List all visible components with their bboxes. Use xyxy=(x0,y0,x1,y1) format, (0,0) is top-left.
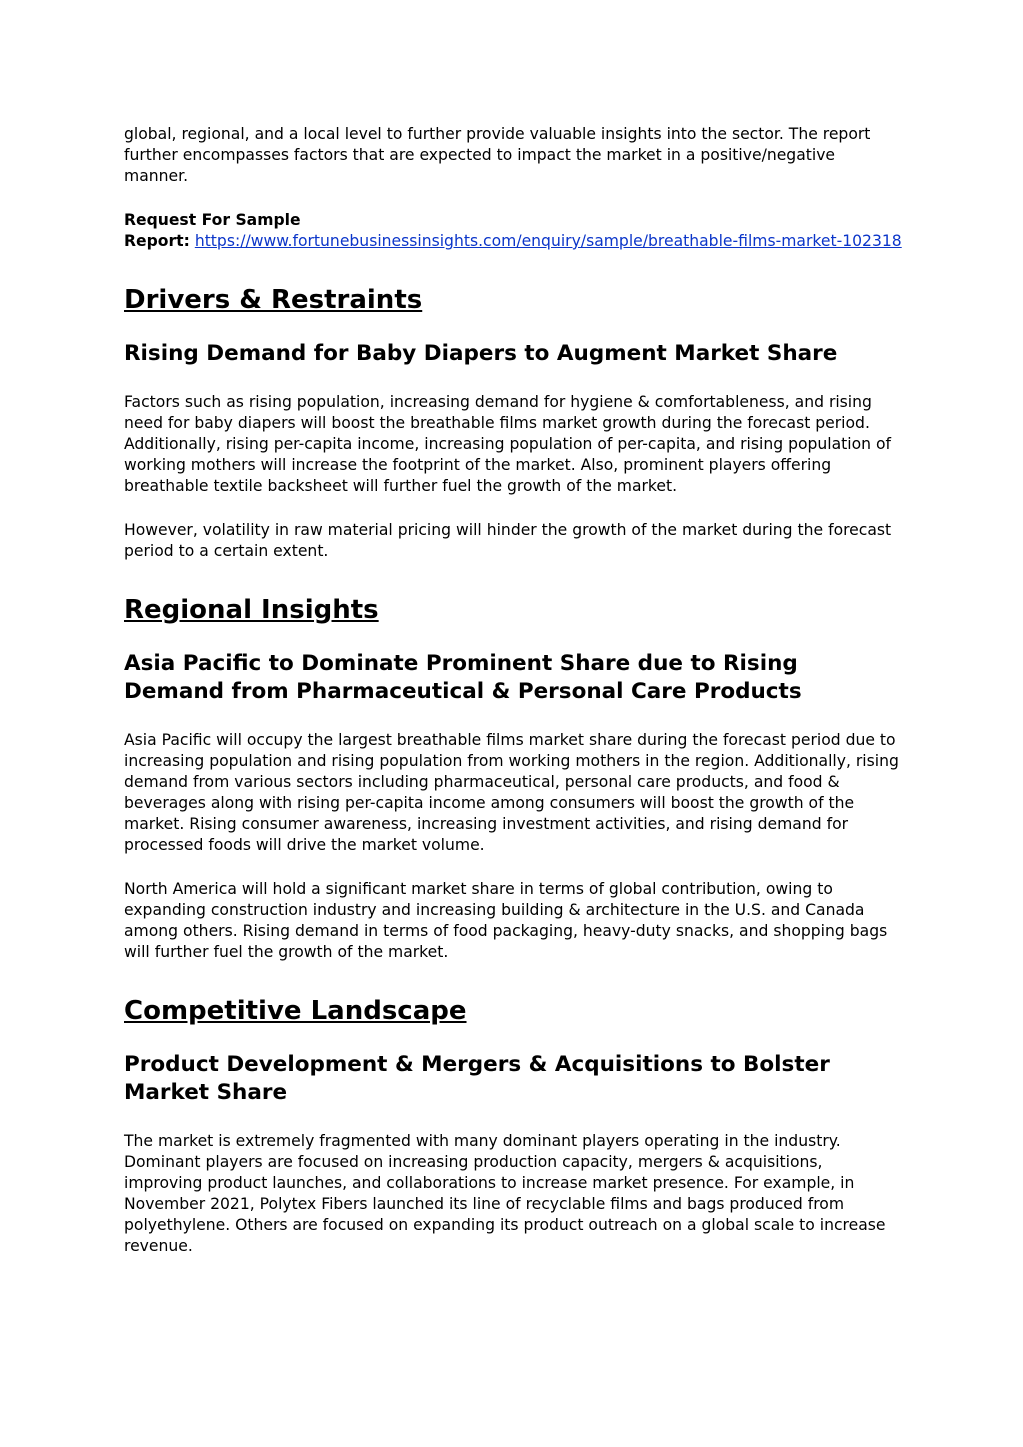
regional-heading: Regional Insights xyxy=(124,595,379,625)
drivers-paragraph-2: However, volatility in raw material pricing will hinder the growth of the market during the forecast period to a certain extent. xyxy=(124,521,892,560)
request-label-line2: Report: xyxy=(124,232,190,250)
sample-request xyxy=(124,210,904,252)
regional-subheading: Asia Pacific to Dominate Prominent Share due to Rising Demand from Pharmaceutical & Personal Care Products xyxy=(124,651,802,704)
regional-paragraph-1: Asia Pacific will occupy the largest breathable films market share during the forecast period due to increasing population and rising population from working mothers in the region. Additionally, rising demand from various sectors including pharmaceutical, personal care products, and food & beverages along with rising per-capita income among consumers will boost the growth of the market. Rising consumer awareness, increasing investment activities, and rising demand for processed foods will drive the market volume. xyxy=(124,731,899,854)
drivers-heading: Drivers & Restraints xyxy=(124,285,423,315)
drivers-subheading: Rising Demand for Baby Diapers to Augment Market Share xyxy=(124,341,838,366)
competitive-heading: Competitive Landscape xyxy=(124,996,467,1026)
intro-paragraph: global, regional, and a local level to further provide valuable insights into the sector. The report further encompasses factors that are expected to impact the market in a positive/negative manner. xyxy=(124,125,871,185)
regional-paragraph-2: North America will hold a significant market share in terms of global contribution, owing to expanding construction industry and increasing building & architecture in the U.S. and Canada among others. Rising demand in terms of food packaging, heavy-duty snacks, and shopping bags will further fuel the growth of the market. xyxy=(124,880,888,961)
document-page xyxy=(124,124,904,1257)
request-label-line1: Request For Sample xyxy=(124,211,301,229)
competitive-subheading: Product Development & Mergers & Acquisitions to Bolster Market Share xyxy=(124,1052,830,1105)
competitive-paragraph-1: The market is extremely fragmented with many dominant players operating in the industry. Dominant players are focused on increasing production capacity, mergers & acquisitions, improving product launches, and collaborations to increase market presence. For example, in November 2021, Polytex Fibers launched its line of recyclable films and bags produced from polyethylene. Others are focused on expanding its product outreach on a global scale to increase revenue. xyxy=(124,1132,886,1255)
sample-request-link[interactable]: https://www.fortunebusinessinsights.com/enquiry/sample/breathable-films-market-102318 xyxy=(194,232,902,250)
drivers-paragraph-1: Factors such as rising population, increasing demand for hygiene & comfortableness, and rising need for baby diapers will boost the breathable films market growth during the forecast period. Additionally, rising per-capita income, increasing population of per-capita, and rising population of working mothers will increase the footprint of the market. Also, prominent players offering breathable textile backsheet will further fuel the growth of the market. xyxy=(124,393,892,495)
